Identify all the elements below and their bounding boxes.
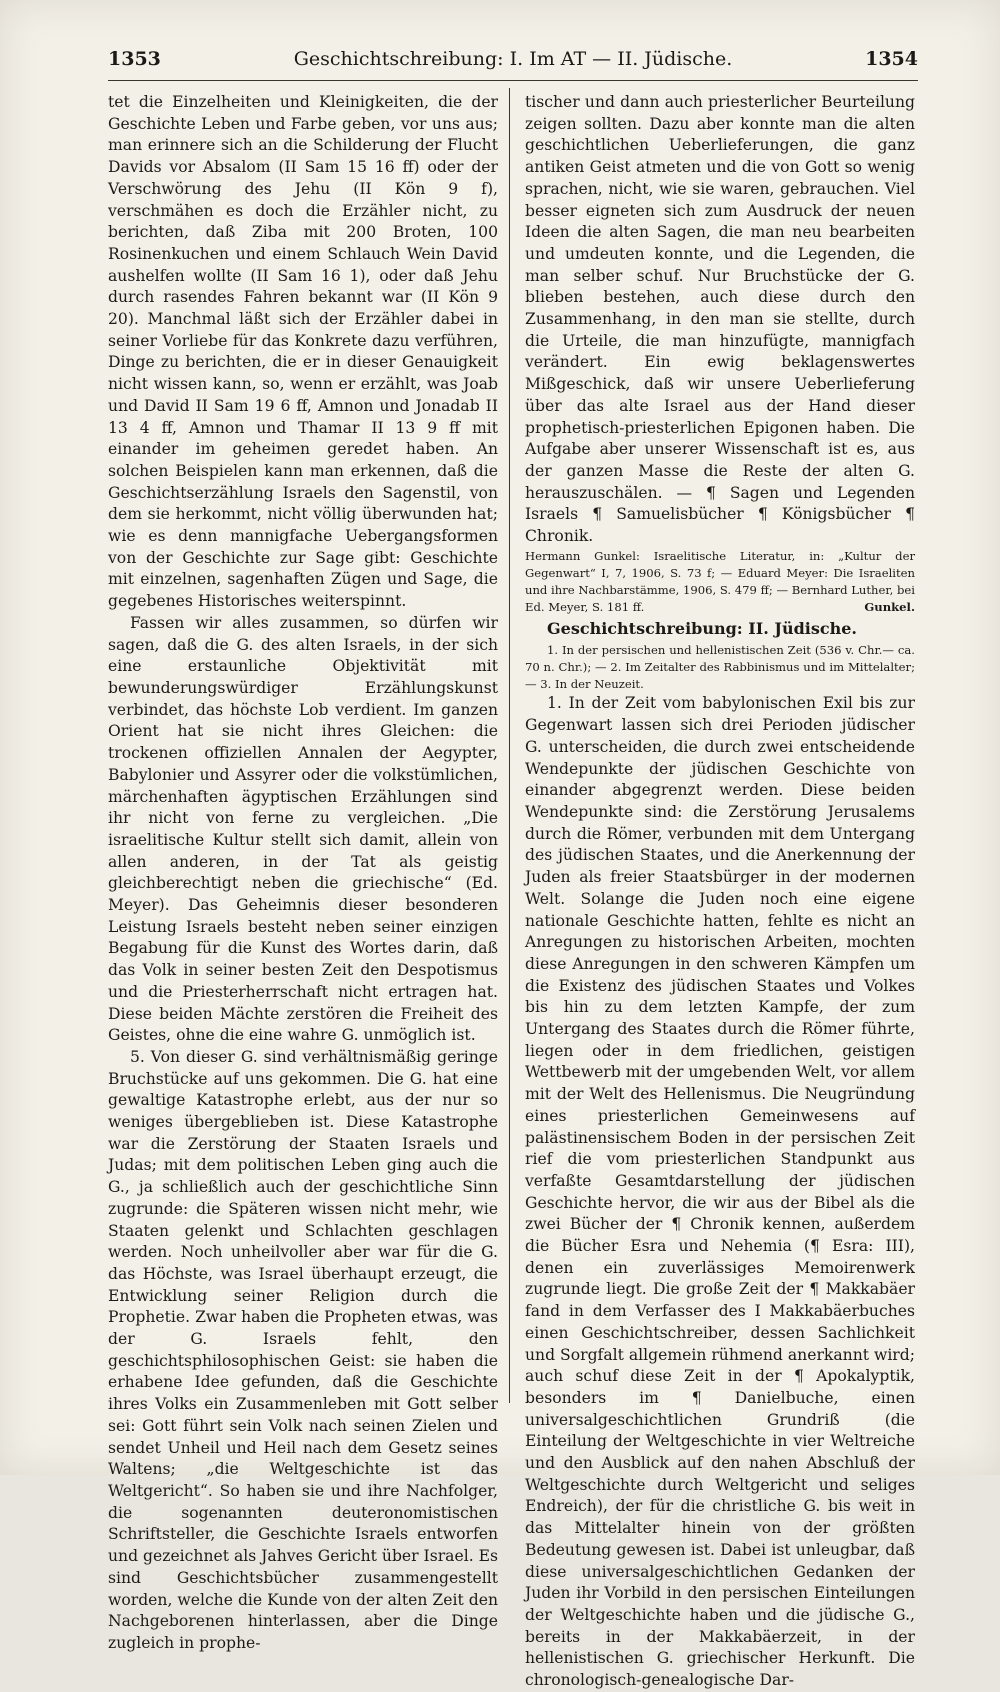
running-title: Geschichtschreibung: I. Im AT — II. Jüdische. bbox=[293, 48, 733, 70]
running-header bbox=[108, 48, 918, 76]
paragraph: Fassen wir alles zusammen, so dürfen wir sagen, daß die G. des alten Israels, in der sich eine erstaunliche Objektivität mit bewunderungswürdiger Erzählungskunst verbindet, das höchste Lob verdient. Im ganzen Orient hat sie nicht ihres Gleichen: die trockenen offiziellen Annalen der Aegypter, Babylonier und Assyrer oder die volkstümlichen, märchenhaften ägyptischen Erzählungen sind ihr nicht von ferne zu vergleichen. „Die israelitische Kultur stellt sich damit, allein von allen anderen, in der Tat als geistig gleichberechtigt neben die griechische“ (Ed. Meyer). Das Geheimnis dieser besonderen Leistung Israels besteht neben seiner einzigen Begabung für die Kunst des Wortes darin, daß das Volk in seiner besten Zeit den Despotismus und die Priesterherrschaft nicht ertragen hat. Diese beiden Mächte zerstören die Freiheit des Geistes, ohne die eine wahre G. unmöglich ist. bbox=[108, 613, 498, 1045]
section-heading: Geschichtschreibung: II. Jüdische. bbox=[547, 618, 857, 638]
section-outline: 1. In der persischen und hellenistischen Zeit (536 v. Chr.— ca. 70 n. Chr.); — 2. Im Zeitalter des Rabbinismus und im Mittelalter; — 3. In der Neuzeit. bbox=[525, 643, 915, 692]
paragraph: 5. Von dieser G. sind verhältnismäßig geringe Bruchstücke auf uns gekommen. Die G. hat eine gewaltige Katastrophe erlebt, aus der nur so weniges übergeblieben ist. Diese Katastrophe war die Zerstörung der Staaten Israels und Judas; mit dem politischen Leben ging auch die G., ja schließlich auch der geschichtliche Sinn zugrunde: die Späteren wissen nicht mehr, wie Staaten gelenkt und Schlachten geschlagen werden. Noch unheilvoller aber war für die G. das Höchste, was Israel überhaupt erzeugt, die Entwicklung seiner Religion durch die Prophetie. Zwar haben die Propheten etwas, was der G. Israels fehlt, den geschichtsphilosophischen Geist: sie haben die erhabene Idee gefunden, daß die Geschichte ihres Volks ein Zusammenleben mit Gott selber sei: Gott führt sein Volk nach seinen Zielen und sendet Unheil und Heil nach dem Gesetz seines Waltens; „die Weltgeschichte ist das Weltgericht“. So haben sie und ihre Nachfolger, die sogenannten deuteronomistischen Schriftsteller, die Geschichte Israels entworfen und gezeichnet als Jahves Gericht über Israel. Es sind Geschichtsbücher zusammengestellt worden, welche die Kunde von der alten Zeit den Nachgeborenen hinterlassen, aber die Dinge zugleich in prophe- bbox=[108, 1047, 498, 1652]
right-column bbox=[525, 92, 915, 1690]
page-number-left: 1353 bbox=[108, 48, 161, 70]
bibliography-text: Hermann Gunkel: Israelitische Literatur, in: „Kultur der Gegenwart“ I, 7, 1906, S. 73 f; — Eduard Meyer: Die Israeliten und ihre Nachbarstämme, 1906, S. 479 ff; — Bernhard Luther, bei Ed. Meyer, S. 181 ff. bbox=[525, 548, 915, 614]
author-signature: Gunkel. bbox=[864, 599, 915, 614]
paragraph: tet die Einzelheiten und Kleinigkeiten, die der Geschichte Leben und Farbe geben, vor uns aus; man erinnere sich an die Schilderung der Flucht Davids vor Absalom (II Sam 15 16 ff) oder der Verschwörung des Jehu (II Kön 9 f), verschmähen es doch die Erzähler nicht, zu berichten, daß Ziba mit 200 Broten, 100 Rosinenkuchen und einem Schlauch Wein David aushelfen wollte (II Sam 16 1), oder daß Jehu durch rasendes Fahren bekannt war (II Kön 9 20). Manchmal läßt sich der Erzähler dabei in seiner Vorliebe für das Konkrete dazu verführen, Dinge zu berichten, die er in dieser Genauigkeit nicht wissen kann, so, wenn er erzählt, was Joab und David II Sam 19 6 ff, Amnon und Jonadab II 13 4 ff, Amnon und Thamar II 13 9 ff mit einander im geheimen geredet haben. An solchen Beispielen kann man erkennen, daß die Geschichtserzählung Israels den Sagenstil, von dem sie herkommt, nicht völlig überwunden hat; wie es denn mannigfache Uebergangsformen von der Geschichte zur Sage gibt: Geschichte mit einzelnen, sagenhaften Zügen und Sage, die gegebenes Historisches weiterspinnt. bbox=[108, 93, 498, 611]
paragraph: tischer und dann auch priesterlicher Beurteilung zeigen sollten. Dazu aber konnte man die alten geschichtlichen Ueberlieferungen, die ganz antiken Geist atmeten und die von Gott so wenig sprachen, nicht, wie sie waren, gebrauchen. Viel besser eigneten sich zum Ausdruck der neuen Ideen die alten Sagen, die man neu bearbeiten und umdeuten konnte, und die Legenden, die man selber schuf. Nur Bruchstücke der G. blieben bestehen, auch diese durch den Zusammenhang, in den man sie stellte, durch die Urteile, die man hinzufügte, mannigfach verändert. Ein ewig beklagenswertes Mißgeschick, daß wir unsere Ueberlieferung über das alte Israel aus der Hand dieser prophetisch-priesterlichen Epigonen haben. Die Aufgabe aber unserer Wissenschaft ist es, aus der ganzen Masse die Reste der alten G. herauszuschälen. — ¶ Sagen und Legenden Israels ¶ Samuelisbücher ¶ Königsbücher ¶ Chronik. bbox=[525, 93, 915, 546]
paragraph: 1. In der Zeit vom babylonischen Exil bis zur Gegenwart lassen sich drei Perioden jüdischer G. unterscheiden, die durch zwei entscheidende Wendepunkte der jüdischen Geschichte von einander abgegrenzt werden. Diese beiden Wendepunkte sind: die Zerstörung Jerusalems durch die Römer, verbunden mit dem Untergang des jüdischen Staates, und die Anerkennung der Juden als freier Staatsbürger in der modernen Welt. Solange die Juden noch eine eigene nationale Geschichte hatten, fehlte es nicht an Anregungen zu historischen Arbeiten, mochten diese Anregungen in den schweren Kämpfen um die Existenz des jüdischen Staates und Volkes bis hin zu dem letzten Kampfe, der zum Untergang des Staates durch die Römer führte, liegen oder in dem friedlichen, geistigen Wettbewerb mit der umgebenden Welt, vor allem mit der Welt des Hellenismus. Die Neugründung eines priesterlichen Gemeinwesens auf palästinensischem Boden in der persischen Zeit rief die vom priesterlichen Standpunkt aus verfaßte Gesamtdarstellung der jüdischen Geschichte hervor, die wir aus der Bibel als die zwei Bücher der ¶ Chronik kennen, außerdem die Bücher Esra und Nehemia (¶ Esra: III), denen ein zuverlässiges Memoirenwerk zugrunde liegt. Die große Zeit der ¶ Makkabäer fand in dem Verfasser des I Makkabäerbuches einen Geschichtschreiber, dessen Sachlichkeit und Sorgfalt allgemein rühmend anerkannt wird; auch schuf diese Zeit in der ¶ Apokalyptik, besonders im ¶ Danielbuche, einen universalgeschichtlichen Grundriß (die Einteilung der Weltgeschichte in vier Weltreiche und den Ausblick auf den nahen Abschluß der Weltgeschichte durch Weltgericht und seliges Endreich), der für die christliche G. bis weit in das Mittelalter hinein von der größten Bedeutung gewesen ist. Dabei ist unleugbar, daß diese universalgeschichtlichen Gedanken der Juden ihr Vorbild in den persischen Einteilungen der Weltgeschichte haben und die jüdische G., bereits in der Makkabäerzeit, in der hellenistischen G. griechischer Herkunft. Die chronologisch-genealogische Dar- bbox=[525, 694, 915, 1690]
left-column bbox=[108, 92, 498, 1652]
bibliography bbox=[525, 548, 915, 616]
column-divider bbox=[509, 88, 510, 1403]
header-rule bbox=[108, 80, 918, 81]
page-number-right: 1354 bbox=[865, 48, 918, 70]
